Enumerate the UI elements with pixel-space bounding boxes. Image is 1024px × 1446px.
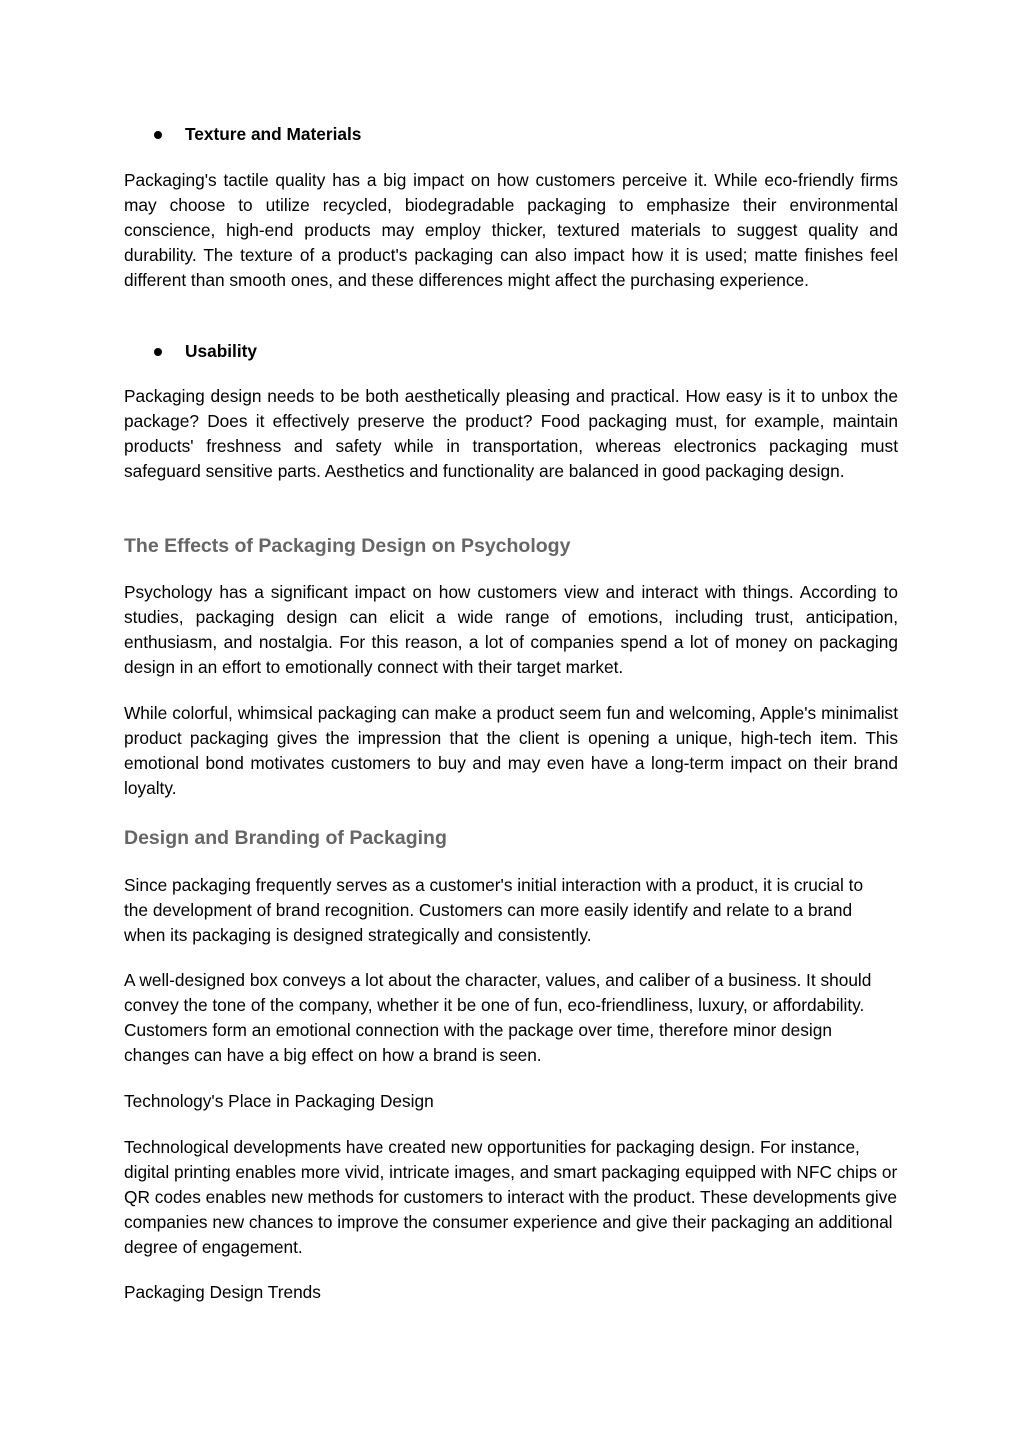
heading-trends: Packaging Design Trends bbox=[124, 1282, 321, 1302]
bullet-dot-icon bbox=[154, 131, 162, 139]
paragraph-psychology-2: While colorful, whimsical packaging can make a product seem fun and welcoming, Apple's minimalist product packaging gives the impression that the client is opening a unique, high-tech item. This emotional bond motivates customers to buy and may even have a long-term impact on their brand loyalty. bbox=[124, 703, 898, 798]
paragraph-texture: Packaging's tactile quality has a big impact on how customers perceive it. While eco-friendly firms may choose to utilize recycled, biodegradable packaging to emphasize their environmental conscience, high-end products may employ thicker, textured materials to suggest quality and durability. The texture of a product's packaging can also impact how it is used; matte finishes feel different than smooth ones, and these differences might affect the purchasing experience. bbox=[124, 170, 898, 290]
paragraph-technology: Technological developments have created new opportunities for packaging design. For instance, digital printing enables more vivid, intricate images, and smart packaging equipped with NFC chips or QR codes enables new methods for customers to interact with the product. These developments give companies new chances to improve the consumer experience and give their packaging an additional degree of engagement. bbox=[124, 1137, 898, 1257]
bullet-dot-icon bbox=[154, 348, 162, 356]
heading-technology: Technology's Place in Packaging Design bbox=[124, 1091, 434, 1111]
heading-psychology: The Effects of Packaging Design on Psychology bbox=[124, 535, 571, 557]
paragraph-branding-1: Since packaging frequently serves as a customer's initial interaction with a product, it is crucial to the development of brand recognition. Customers can more easily identify and relate to a brand when its packaging is designed strategically and consistently. bbox=[124, 875, 864, 945]
paragraph-branding-2: A well-designed box conveys a lot about the character, values, and caliber of a business. It should convey the tone of the company, whether it be one of fun, eco-friendliness, luxury, or affordability. Customers form an emotional connection with the package over time, therefore minor design changes can have a big effect on how a brand is seen. bbox=[124, 970, 872, 1065]
bullet-item-usability bbox=[154, 339, 257, 364]
heading-branding: Design and Branding of Packaging bbox=[124, 827, 447, 849]
paragraph-psychology-1: Psychology has a significant impact on how customers view and interact with things. According to studies, packaging design can elicit a wide range of emotions, including trust, anticipation, enthusiasm, and nostalgia. For this reason, a lot of companies spend a lot of money on packaging design in an effort to emotionally connect with their target market. bbox=[124, 582, 898, 677]
bullet-label: Usability bbox=[185, 341, 258, 361]
bullet-item-texture bbox=[154, 122, 361, 147]
paragraph-usability: Packaging design needs to be both aesthetically pleasing and practical. How easy is it to unbox the package? Does it effectively preserve the product? Food packaging must, for example, maintain products' freshness and safety while in transportation, whereas electronics packaging must safeguard sensitive parts. Aesthetics and functionality are balanced in good packaging design. bbox=[124, 386, 898, 481]
bullet-label: Texture and Materials bbox=[185, 124, 362, 144]
